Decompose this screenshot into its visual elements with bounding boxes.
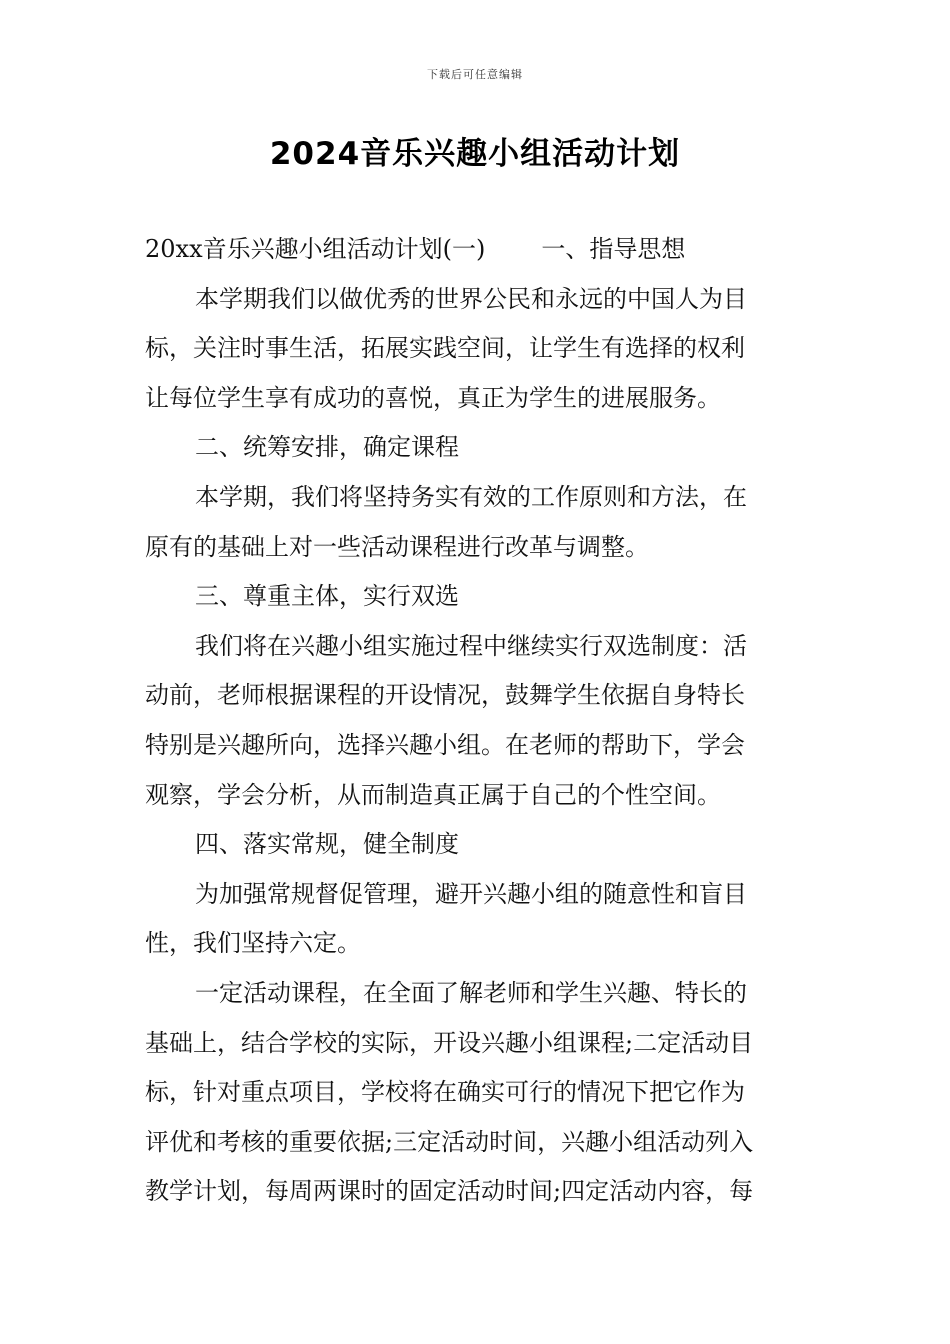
paragraph-line: 标，针对重点项目，学校将在确实可行的情况下把它作为	[145, 1078, 745, 1107]
section-heading-dual-selection: 三、尊重主体，实行双选	[195, 582, 459, 611]
paragraph-line: 标，关注时事生活，拓展实践空间，让学生有选择的权利	[145, 334, 745, 363]
section-heading-guiding-ideology: 一、指导思想	[541, 235, 686, 263]
paragraph-line: 基础上，结合学校的实际，开设兴趣小组课程;二定活动目	[145, 1028, 754, 1057]
document-title: 2024音乐兴趣小组活动计划	[269, 136, 681, 172]
paragraph-line: 特别是兴趣所向，选择兴趣小组。在老师的帮助下，学会	[145, 730, 745, 759]
paragraph-line: 本学期，我们将坚持务实有效的工作原则和方法，在	[195, 482, 747, 511]
document-body	[145, 225, 807, 1217]
paragraph-line: 原有的基础上对一些活动课程进行改革与调整。	[145, 532, 649, 561]
paragraph-line: 本学期我们以做优秀的世界公民和永远的中国人为目	[195, 284, 747, 313]
paragraph-line: 性，我们坚持六定。	[145, 929, 361, 958]
paragraph-line: 动前，老师根据课程的开设情况，鼓舞学生依据自身特长	[145, 681, 745, 710]
section-heading-arrangement: 二、统筹安排，确定课程	[195, 433, 459, 462]
paragraph-line: 为加强常规督促管理，避开兴趣小组的随意性和盲目	[195, 879, 747, 908]
intro-line	[145, 225, 807, 275]
paragraph-line: 我们将在兴趣小组实施过程中继续实行双选制度：活	[195, 631, 747, 660]
paragraph-line: 评优和考核的重要依据;三定活动时间，兴趣小组活动列入	[145, 1127, 754, 1156]
section-heading-regulations: 四、落实常规，健全制度	[195, 830, 459, 859]
paragraph-line: 教学计划，每周两课时的固定活动时间;四定活动内容，每	[145, 1177, 754, 1206]
header-note: 下载后可任意编辑	[427, 68, 523, 81]
paragraph-line: 让每位学生享有成功的喜悦，真正为学生的进展服务。	[145, 383, 721, 412]
paragraph-line: 观察，学会分析，从而制造真正属于自己的个性空间。	[145, 780, 721, 809]
plan-subtitle: 20xx音乐兴趣小组活动计划(一)	[145, 235, 486, 263]
paragraph-line: 一定活动课程，在全面了解老师和学生兴趣、特长的	[195, 978, 747, 1007]
